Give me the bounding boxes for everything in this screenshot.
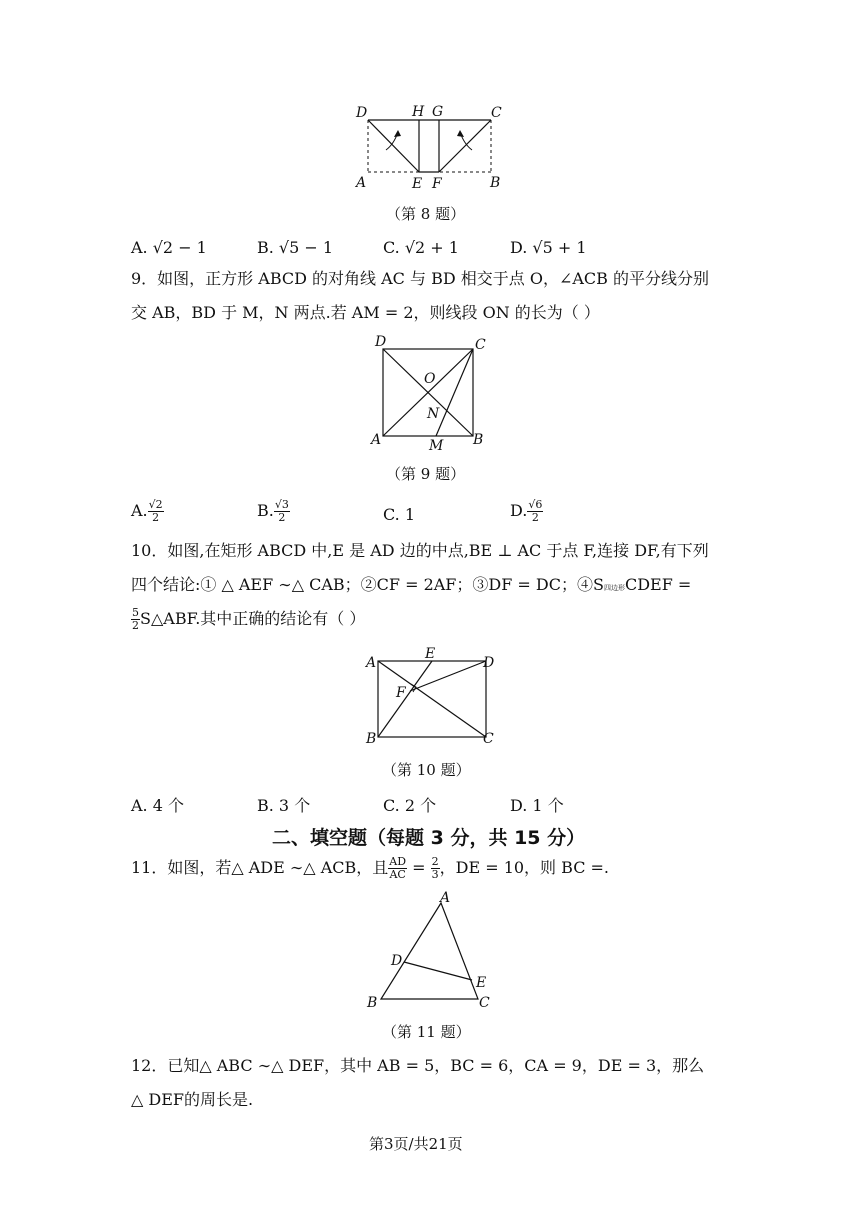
q10-stem-line3-rest: S△ABF.其中正确的结论有（ ） <box>140 609 366 628</box>
q10-label-d: D <box>483 655 495 671</box>
q10-caption: （第 10 题） <box>382 761 471 779</box>
q10-stem-line2-b: CDEF = <box>624 575 692 594</box>
q10-label-e: E <box>425 646 436 662</box>
q12-stem-line2: △ DEF的周长是. <box>131 1090 254 1109</box>
q9-label-b: B <box>473 432 484 448</box>
q10-stem-line3 <box>131 602 365 636</box>
q9-option-a-label: A. <box>131 501 148 520</box>
q11-label-e: E <box>476 975 487 991</box>
q11-ratio-num: AD <box>389 855 407 868</box>
q10-stem-line2-sub: 四边形 <box>603 584 625 592</box>
q9-option-b-label: B. <box>257 501 274 520</box>
q10-label-a: A <box>366 655 377 671</box>
q9-option-b-den: 2 <box>278 511 286 524</box>
q10-stem-frac-den: 2 <box>132 619 139 632</box>
q10-label-f: F <box>396 685 406 701</box>
q8-label-d: D <box>356 105 368 121</box>
q9-label-o: O <box>424 371 436 387</box>
q8-label-f: F <box>432 176 442 192</box>
q10-label-b: B <box>366 731 377 747</box>
q9-option-b-num: √3 <box>274 498 289 511</box>
page-footer: 第3页/共21页 <box>369 1135 463 1153</box>
q8-option-a: A. √2 − 1 <box>131 238 207 257</box>
q9-option-d-label: D. <box>510 501 528 520</box>
q9-option-d-num: √6 <box>528 498 543 511</box>
q9-stem-line2: 交 AB，BD 于 M，N 两点.若 AM = 2，则线段 ON 的长为（ ） <box>131 303 600 322</box>
q10-stem-frac-num: 5 <box>132 606 139 619</box>
q8-label-c: C <box>491 105 502 121</box>
q10-option-c: C. 2 个 <box>383 796 437 815</box>
q11-figure <box>360 888 500 1013</box>
q10-stem-frac <box>131 607 140 632</box>
q9-option-a-den: 2 <box>152 511 160 524</box>
q11-stem-c: ，DE = 10，则 BC =. <box>439 858 610 877</box>
q11-label-a: A <box>440 890 451 906</box>
q8-option-d: D. √5 + 1 <box>510 238 587 257</box>
q9-option-d-frac <box>527 499 543 524</box>
q8-label-b: B <box>490 175 501 191</box>
q9-label-n: N <box>427 406 440 422</box>
q10-stem-line2-a: 四个结论:① △ AEF ∼△ CAB；②CF = 2AF；③DF = DC；④S <box>131 575 604 594</box>
q10-figure <box>362 645 502 750</box>
q8-label-h: H <box>412 104 425 120</box>
q9-option-a-frac <box>148 499 164 524</box>
q9-figure <box>365 332 495 457</box>
q8-caption: （第 8 题） <box>386 205 466 223</box>
q11-value-den: 3 <box>431 868 439 881</box>
q10-label-c: C <box>483 731 494 747</box>
q10-stem-line1: 10．如图,在矩形 ABCD 中,E 是 AD 边的中点,BE ⊥ AC 于点 F,连接 DF,有下列 <box>131 541 709 560</box>
q10-option-b: B. 3 个 <box>257 796 311 815</box>
q8-option-b: B. √5 − 1 <box>257 238 334 257</box>
q9-label-d: D <box>375 334 387 350</box>
q11-caption: （第 11 题） <box>382 1023 471 1041</box>
q9-stem-line1: 9．如图，正方形 ABCD 的对角线 AC 与 BD 相交于点 O，∠ACB 的平分线分别 <box>131 269 710 288</box>
q11-value-frac <box>431 856 440 881</box>
section-heading: 二、填空题（每题 3 分，共 15 分） <box>272 827 586 849</box>
q11-label-c: C <box>479 995 490 1011</box>
q11-value-num: 2 <box>431 855 439 868</box>
q11-stem-eq: = <box>407 858 431 877</box>
q11-ratio-frac <box>388 856 407 881</box>
q8-figure <box>350 100 510 195</box>
q9-option-d <box>510 499 543 524</box>
q9-option-a <box>131 499 164 524</box>
q10-option-d: D. 1 个 <box>510 796 564 815</box>
q8-label-g: G <box>432 104 444 120</box>
q11-label-b: B <box>367 995 378 1011</box>
q12-stem-line1: 12．已知△ ABC ∼△ DEF，其中 AB = 5，BC = 6，CA = 9，DE = 3，那么 <box>131 1056 705 1075</box>
q11-stem-a: 11．如图，若△ ADE ∼△ ACB，且 <box>131 858 389 877</box>
q11-stem <box>131 851 609 885</box>
q8-label-e: E <box>412 176 423 192</box>
q8-label-a: A <box>356 175 367 191</box>
q11-label-d: D <box>391 953 403 969</box>
q10-option-a: A. 4 个 <box>131 796 184 815</box>
q11-ratio-den: AC <box>389 868 406 881</box>
q9-label-c: C <box>475 337 486 353</box>
q8-option-c: C. √2 + 1 <box>383 238 459 257</box>
q9-label-a: A <box>371 432 382 448</box>
q9-option-b-frac <box>274 499 290 524</box>
q9-option-b <box>257 499 290 524</box>
q9-caption: （第 9 题） <box>386 465 466 483</box>
q9-option-a-num: √2 <box>148 498 163 511</box>
q9-label-m: M <box>429 438 444 454</box>
q10-stem-line2 <box>131 568 691 605</box>
q9-option-d-den: 2 <box>531 511 539 524</box>
q9-option-c: C. 1 <box>383 505 416 524</box>
